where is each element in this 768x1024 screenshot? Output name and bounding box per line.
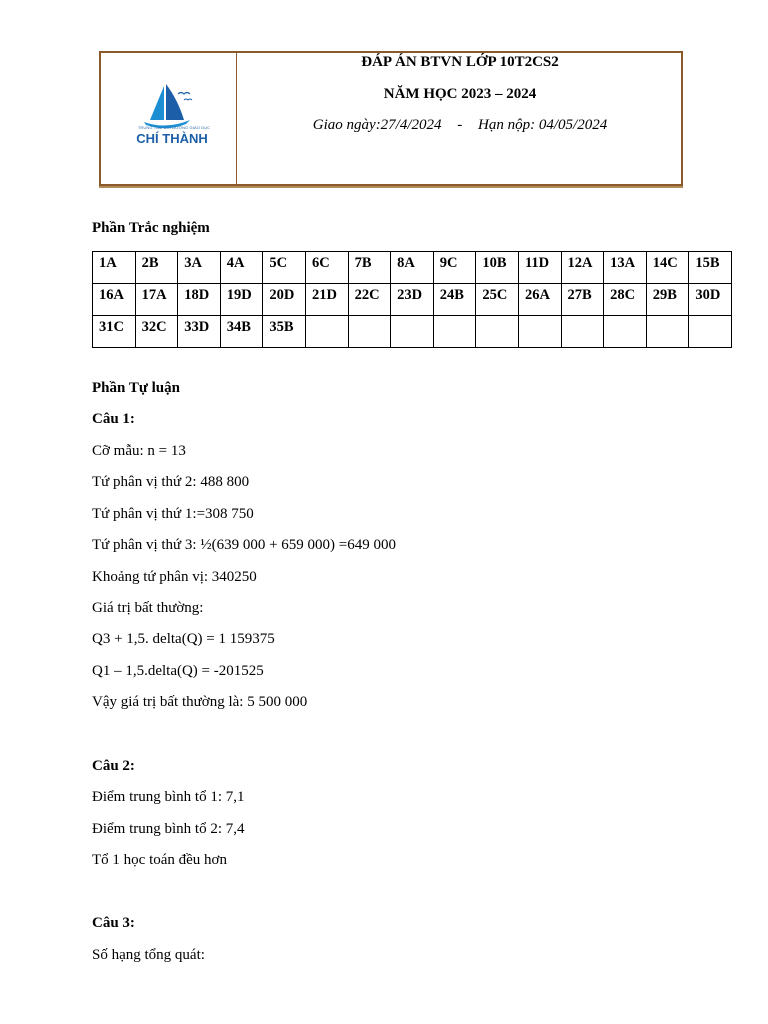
answer-cell: [305, 316, 348, 348]
answer-line: Q3 + 1,5. delta(Q) = 1 159375: [92, 631, 275, 647]
answer-cell: 6C: [305, 252, 348, 284]
answer-cell: 13A: [604, 252, 647, 284]
answer-line: Giá trị bất thường:: [92, 600, 204, 616]
answer-line: Tổ 1 học toán đều hơn: [92, 852, 227, 868]
answer-line: Tứ phân vị thứ 1:=308 750: [92, 506, 254, 522]
answer-line: Tứ phân vị thứ 2: 488 800: [92, 474, 250, 490]
answer-cell: 31C: [93, 316, 136, 348]
answer-cell: 26A: [518, 284, 561, 316]
mc-section-title: Phần Trắc nghiệm: [92, 220, 210, 236]
answer-cell: 7B: [348, 252, 391, 284]
answer-cell: 1A: [93, 252, 136, 284]
answer-cell: 18D: [178, 284, 221, 316]
answer-cell: 32C: [135, 316, 178, 348]
logo-name: CHÍ THÀNH: [136, 131, 208, 146]
question-title: Câu 2:: [92, 758, 135, 774]
answer-table: [92, 251, 732, 348]
date-separator: -: [457, 117, 463, 133]
answer-cell: 20D: [263, 284, 306, 316]
answer-cell: 10B: [476, 252, 519, 284]
answer-cell: 22C: [348, 284, 391, 316]
answer-cell: [604, 316, 647, 348]
answer-cell: 3A: [178, 252, 221, 284]
answer-cell: [689, 316, 732, 348]
answer-cell: 4A: [220, 252, 263, 284]
essay-section-title: Phần Tự luận: [92, 380, 180, 396]
page-title: ĐÁP ÁN BTVN LỚP 10T2CS2: [361, 54, 559, 70]
answer-line: Khoảng tứ phân vị: 340250: [92, 569, 257, 585]
table-row: [93, 316, 732, 348]
answer-cell: [391, 316, 434, 348]
table-row: [93, 252, 732, 284]
answer-cell: 15B: [689, 252, 732, 284]
answer-cell: [433, 316, 476, 348]
answer-line: Điểm trung bình tổ 2: 7,4: [92, 821, 245, 837]
answer-cell: [476, 316, 519, 348]
answer-cell: 14C: [646, 252, 689, 284]
answer-line: Cỡ mẫu: n = 13: [92, 443, 186, 459]
answer-line: Điểm trung bình tổ 1: 7,1: [92, 789, 245, 805]
answer-cell: 5C: [263, 252, 306, 284]
answer-cell: [646, 316, 689, 348]
answer-cell: 9C: [433, 252, 476, 284]
question-title: Câu 3:: [92, 915, 135, 931]
answer-cell: 25C: [476, 284, 519, 316]
answer-cell: 33D: [178, 316, 221, 348]
answer-cell: 27B: [561, 284, 604, 316]
answer-cell: 35B: [263, 316, 306, 348]
school-year: NĂM HỌC 2023 – 2024: [383, 86, 537, 102]
answer-cell: 16A: [93, 284, 136, 316]
answer-cell: 28C: [604, 284, 647, 316]
answer-cell: 8A: [391, 252, 434, 284]
answer-line: Tứ phân vị thứ 3: ½(639 000 + 659 000) =649 000: [92, 537, 396, 553]
answer-cell: 17A: [135, 284, 178, 316]
answer-cell: [518, 316, 561, 348]
dates-line: [237, 117, 683, 134]
due-date: Hạn nộp: 04/05/2024: [478, 117, 608, 133]
answer-cell: [348, 316, 391, 348]
logo-subtitle: TRUNG TÂM BỒI DƯỠNG GIÁO DỤC: [137, 125, 211, 130]
answer-line: Số hạng tổng quát:: [92, 947, 205, 963]
answer-cell: 29B: [646, 284, 689, 316]
answer-cell: 19D: [220, 284, 263, 316]
answer-cell: 12A: [561, 252, 604, 284]
assigned-date: Giao ngày:27/4/2024: [312, 117, 442, 133]
answer-cell: 21D: [305, 284, 348, 316]
answer-cell: 2B: [135, 252, 178, 284]
answer-line: Vậy giá trị bất thường là: 5 500 000: [92, 694, 308, 710]
question-title: Câu 1:: [92, 411, 135, 427]
answer-line: Q1 – 1,5.delta(Q) = -201525: [92, 663, 264, 679]
answer-cell: 30D: [689, 284, 732, 316]
answer-cell: 24B: [433, 284, 476, 316]
answer-cell: [561, 316, 604, 348]
answer-cell: 11D: [518, 252, 561, 284]
answer-cell: 34B: [220, 316, 263, 348]
table-row: [93, 284, 732, 316]
answer-cell: 23D: [391, 284, 434, 316]
